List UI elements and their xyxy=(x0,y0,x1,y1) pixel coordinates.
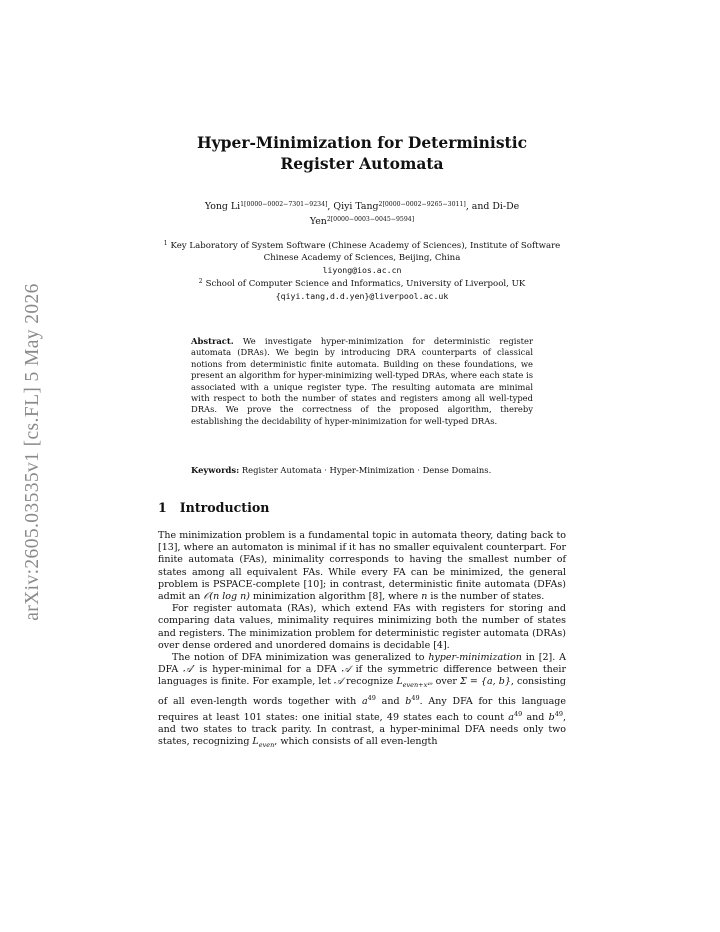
author-affiliation-mark: 1[0000−0002−7301−9234] xyxy=(240,201,328,208)
affiliation-number: 2 xyxy=(198,278,203,285)
math-subscript: even+x⁴⁹ xyxy=(402,681,433,690)
arxiv-identifier-text: arXiv:2605.03535v1 [cs.FL] 5 May 2026 xyxy=(22,283,43,621)
math-inline: 𝒜′ xyxy=(183,664,195,676)
author-separator: , xyxy=(327,201,334,212)
math-inline: 𝒜 xyxy=(341,664,351,676)
author-name: Qiyi Tang xyxy=(333,201,379,212)
author-separator: , and xyxy=(465,201,493,212)
math-superscript: 49 xyxy=(411,693,420,702)
paper-title: Hyper-Minimization for Deterministic Register Automata xyxy=(196,133,528,173)
affiliation-number: 1 xyxy=(163,240,168,247)
author-name: Yong Li xyxy=(204,201,241,212)
arxiv-identifier xyxy=(22,262,44,642)
emphasis: hyper-minimization xyxy=(428,652,522,664)
math-inline: a xyxy=(361,695,368,707)
author-affiliation-mark: 2[0000−0002−9265−3011] xyxy=(378,201,466,208)
math-subscript: even xyxy=(258,741,275,750)
math-inline: 𝒪(n log n) xyxy=(203,591,250,603)
math-inline: Σ = {a, b} xyxy=(460,676,511,688)
keywords-label: Keywords: xyxy=(191,465,240,475)
orcid-id: [0000−0002−7301−9234] xyxy=(244,201,328,208)
keywords xyxy=(191,465,533,476)
paragraph: The notion of DFA minimization was generalized to hyper-minimization in [2]. A DFA 𝒜′ is hyper-minimal for a DFA 𝒜 if the symmetric difference between their languages is finite. For example, let 𝒜 recognize $L_{even+x^{49}}$ over Σ = {a, b}, consisting of all even-length words together with $a^{49}$ and $b^{49}$. Any DFA for this language requires at least 101 states: one initial state, 49 states each to count $a^{49}$ and $b^{49}$, and two states to track parity. In contrast, a hyper-minimal DFA needs only two states, recognizing $L_{even}$, which consists of all even-length xyxy=(158,652,567,750)
math-superscript: 49 xyxy=(554,709,563,718)
math-inline: n xyxy=(421,591,428,603)
abstract-label: Abstract. xyxy=(191,336,234,346)
affiliation-email[interactable]: {qiyi.tang,d.d.yen}@liverpool.ac.uk xyxy=(275,291,449,301)
affiliation-text: School of Computer Science and Informatics, University of Liverpool, UK xyxy=(205,279,526,289)
math-inline: b xyxy=(548,712,555,724)
body-text xyxy=(158,530,566,752)
keywords-text: Register Automata · Hyper-Minimization · Dense Domains. xyxy=(241,465,492,475)
paragraph: The minimization problem is a fundamental topic in automata theory, dating back to [13], where an automaton is minimal if it has no smaller equivalent counterpart. For finite automata (FAs), minimality corresponds to having the smallest number of states among all equivalent FAs. While every FA can be minimized, the general problem is PSPACE-complete [10]; in contrast, deterministic finite automata (DFAs) admit an 𝒪(n log n) minimization algorithm [8], where n is the number of states. xyxy=(158,530,566,603)
section-number: 1 xyxy=(158,500,167,515)
math-inline: a xyxy=(508,712,514,724)
affiliation xyxy=(158,276,566,290)
math-superscript: 49 xyxy=(367,693,376,702)
math-superscript: 49 xyxy=(513,709,523,718)
math-inline: L xyxy=(396,676,403,688)
affiliation-text: Key Laboratory of System Software (Chinese Academy of Sciences), Institute of Software Chinese Academy of Sciences, Beijing, China xyxy=(170,241,561,263)
abstract xyxy=(191,336,533,427)
math-inline: 𝒜 xyxy=(334,676,344,688)
abstract-text: We investigate hyper-minimization for deterministic register automata (DRAs). We begin by introducing DRA counterparts of classical notions from deterministic finite automata. Building on these foundations, we present an algorithm for hyper-minimizing well-typed DRAs, where each state is associated with a unique register type. The resulting automata are minimal with respect to both the number of states and registers among all well-typed DRAs. We prove the correctness of the proposed algorithm, thereby establishing the decidability of hyper-minimization for well-typed DRAs. xyxy=(191,336,533,426)
author-affiliation-mark: 2[0000−0003−0045−9594] xyxy=(326,216,415,223)
orcid-id: [0000−0002−9265−3011] xyxy=(382,201,466,208)
affiliation-list xyxy=(158,238,566,302)
section-heading xyxy=(158,500,566,515)
section-title: Introduction xyxy=(179,500,270,515)
orcid-id: [0000−0003−0045−9594] xyxy=(330,216,415,223)
author-name: Di-De Yen xyxy=(309,201,520,227)
paragraph: For register automata (RAs), which extend FAs with registers for storing and comparing data values, minimality requires minimizing both the number of states and registers. The minimization problem for deterministic register automata (DRAs) over dense ordered and unordered domains is decidable [4]. xyxy=(158,603,566,651)
affiliation xyxy=(158,238,566,264)
math-inline: L xyxy=(252,736,259,748)
author-list xyxy=(158,198,566,228)
math-inline: b xyxy=(405,695,412,707)
affiliation-email[interactable]: liyong@ios.ac.cn xyxy=(322,265,402,275)
